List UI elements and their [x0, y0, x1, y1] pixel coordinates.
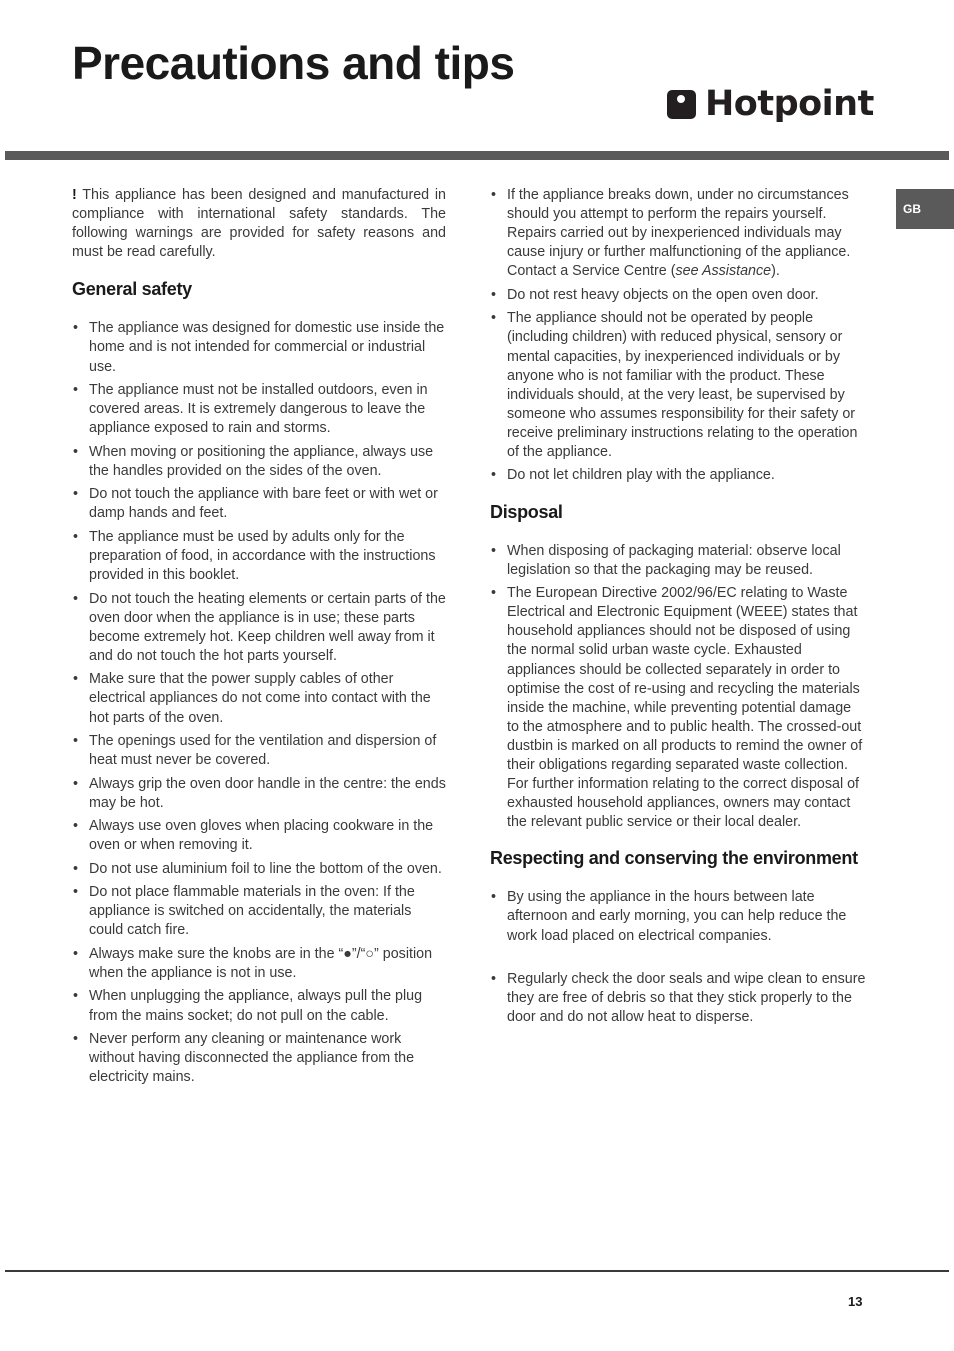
environment-heading: Respecting and conserving the environment [490, 848, 858, 869]
disposal-heading: Disposal [490, 501, 563, 522]
list-item: • Never perform any cleaning or maintenance work without having disconnected the appliance from the electricity mains. [72, 1030, 446, 1087]
warning-mark: ! [72, 187, 77, 203]
see-assistance-reference: see Assistance [675, 263, 772, 280]
intro-text: This appliance has been designed and manufactured in compliance with international safety standards. The following warnings are provided for safety reasons and must be read carefully. [72, 187, 446, 261]
general-safety-heading: General safety [72, 279, 192, 300]
list-item: • When unplugging the appliance, always pull the plug from the mains socket; do not pull on the cable. [72, 987, 446, 1025]
list-item: • Regularly check the door seals and wipe clean to ensure they are free of debris so that they stick properly to the door and do not allow heat to disperse. [490, 970, 866, 1027]
hotpoint-logo [667, 84, 874, 124]
list-item: • Do not place flammable materials in the oven: If the appliance is switched on accidentally, the materials could catch fire. [72, 883, 446, 940]
left-column [72, 186, 446, 1092]
list-item: • By using the appliance in the hours between late afternoon and early morning, you can help reduce the work load placed on electrical companies. [490, 888, 866, 945]
logo-wordmark: Hotpoint [705, 84, 874, 124]
list-item: • When moving or positioning the appliance, always use the handles provided on the sides of the oven. [72, 443, 446, 481]
general-safety-list [72, 319, 446, 1087]
right-column [490, 186, 866, 1031]
general-safety-list-continued [490, 186, 866, 486]
breakdown-text: If the appliance breaks down, under no circumstances should you attempt to perform the repairs yourself. Repairs carried out by inexperienced individuals may cause injury or further malfunctioning of the appliance. Contact a Service Centre ( [507, 187, 851, 280]
disposal-list [490, 542, 866, 833]
list-item: • Do not touch the appliance with bare feet or with wet or damp hands and feet. [72, 485, 446, 523]
environment-list [490, 888, 866, 1027]
list-item: • Do not use aluminium foil to line the bottom of the oven. [72, 860, 446, 879]
list-item: • The European Directive 2002/96/EC relating to Waste Electrical and Electronic Equipment (WEEE) states that household appliances should not be disposed of using the normal solid urban waste cycle. Exhausted appliances should be collected separately in order to optimise the cost of re-using and recycling the materials inside the machine, while preventing potential damage to the atmosphere and to public health. The crossed-out dustbin is marked on all products to remind the owner of their obligations regarding separated waste collection. For further information relating to the correct disposal of exhausted household appliances, owners may contact the relevant public service or their local dealer. [490, 584, 866, 832]
list-item: • The appliance was designed for domestic use inside the home and is not intended for commercial or industrial use. [72, 319, 446, 376]
list-item: • The appliance should not be operated by people (including children) with reduced physical, sensory or mental capacities, by inexperienced individuals or by anyone who is not familiar with the product. These individuals should, at the very least, be supervised by someone who assumes responsibility for their safety or receive preliminary instructions relating to the operation of the appliance. [490, 309, 866, 462]
breakdown-close: ). [771, 263, 780, 280]
list-item: • Do not let children play with the appliance. [490, 466, 866, 485]
language-tab: GB [896, 189, 954, 229]
list-item [490, 186, 866, 281]
list-item: • Do not rest heavy objects on the open oven door. [490, 286, 866, 305]
list-item: • The openings used for the ventilation and dispersion of heat must never be covered. [72, 732, 446, 770]
page-number: 13 [848, 1294, 863, 1309]
logo-mark-icon [667, 90, 696, 119]
list-item: • Always make sure the knobs are in the “●”/“○” position when the appliance is not in use. [72, 945, 446, 983]
list-item: • Always grip the oven door handle in the centre: the ends may be hot. [72, 775, 446, 813]
intro-paragraph [72, 186, 446, 262]
list-item: • The appliance must not be installed outdoors, even in covered areas. It is extremely dangerous to leave the appliance exposed to rain and storms. [72, 381, 446, 438]
list-item: • Make sure that the power supply cables of other electrical appliances do not come into contact with the hot parts of the oven. [72, 670, 446, 727]
list-item: • Do not touch the heating elements or certain parts of the oven door when the appliance is in use; these parts become extremely hot. Keep children well away from it and do not touch the hot parts yourself. [72, 590, 446, 666]
header-divider-bar [5, 151, 949, 160]
list-item: • Always use oven gloves when placing cookware in the oven or when removing it. [72, 817, 446, 855]
list-item: • When disposing of packaging material: observe local legislation so that the packaging may be reused. [490, 542, 866, 580]
page-title: Precautions and tips [72, 37, 515, 89]
list-item: • The appliance must be used by adults only for the preparation of food, in accordance with the instructions provided in this booklet. [72, 528, 446, 585]
footer-divider [5, 1270, 949, 1272]
